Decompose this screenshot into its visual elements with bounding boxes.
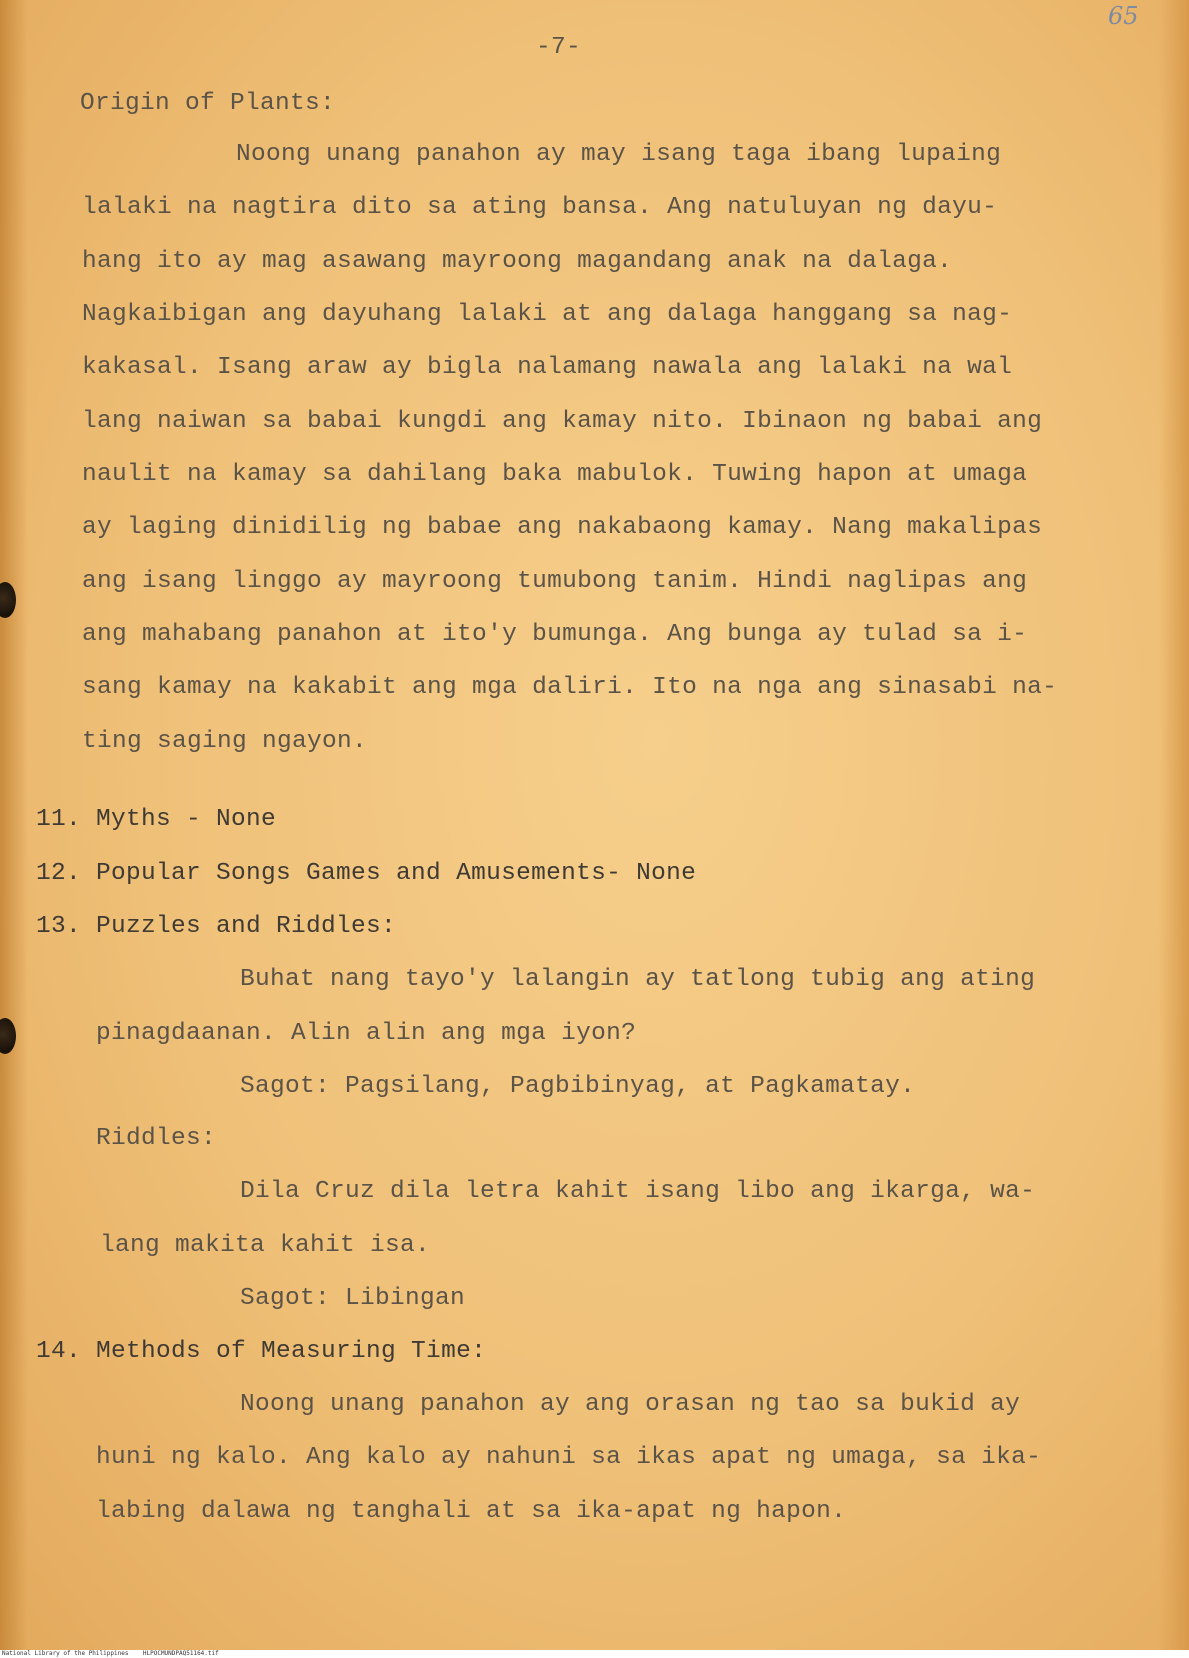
puzzle-line: pinagdaanan. Alin alin ang mga iyon? [96, 1020, 637, 1047]
origin-line: ang mahabang panahon at ito'y bumunga. Ang bunga ay tulad sa i- [82, 621, 1028, 648]
item-11-myths: 11. Myths - None [36, 806, 277, 833]
puzzle-line: Buhat nang tayo'y lalangin ay tatlong tubig ang ating [240, 966, 1036, 993]
riddles-heading: Riddles: [96, 1125, 217, 1152]
pencil-page-number: 65 [1108, 2, 1139, 30]
origin-line: lang naiwan sa babai kungdi ang kamay nito. Ibinaon ng babai ang [82, 408, 1043, 435]
origin-line: lalaki na nagtira dito sa ating bansa. Ang natuluyan ng dayu- [82, 194, 998, 221]
riddle-line: lang makita kahit isa. [100, 1232, 431, 1259]
time-line: Noong unang panahon ay ang orasan ng tao sa bukid ay [240, 1391, 1021, 1418]
origin-line: naulit na kamay sa dahilang baka mabulok. Tuwing hapon at umaga [82, 461, 1028, 488]
page-number: -7- [536, 34, 582, 61]
page-left-edge [0, 0, 28, 1650]
origin-line: hang ito ay mag asawang mayroong magandang anak na dalaga. [82, 248, 953, 275]
origin-line: ting saging ngayon. [82, 728, 368, 755]
time-line: huni ng kalo. Ang kalo ay nahuni sa ikas apat ng umaga, sa ika- [96, 1444, 1042, 1471]
origin-line: kakasal. Isang araw ay bigla nalamang nawala ang lalaki na wal [82, 354, 1013, 381]
item-13-puzzles: 13. Puzzles and Riddles: [36, 913, 397, 940]
page-right-edge [1159, 0, 1189, 1650]
scan-footer: National Library of the Philippines HLPOCMUNDPAQ51164.tif [2, 1650, 219, 1657]
origin-line: Nagkaibigan ang dayuhang lalaki at ang dalaga hanggang sa nag- [82, 301, 1013, 328]
origin-line: sang kamay na kakabit ang mga daliri. Ito na nga ang sinasabi na- [82, 674, 1058, 701]
origin-line: ay laging dinidilig ng babae ang nakabaong kamay. Nang makalipas [82, 514, 1043, 541]
item-12-songs-games: 12. Popular Songs Games and Amusements- None [36, 860, 697, 887]
riddle-answer: Sagot: Libingan [240, 1285, 466, 1312]
time-line: labing dalawa ng tanghali at sa ika-apat ng hapon. [96, 1498, 847, 1525]
puzzle-answer: Sagot: Pagsilang, Pagbibinyag, at Pagkamatay. [240, 1073, 916, 1100]
heading-origin-of-plants: Origin of Plants: [80, 90, 336, 117]
item-14-measuring-time: 14. Methods of Measuring Time: [36, 1338, 487, 1365]
riddle-line: Dila Cruz dila letra kahit isang libo ang ikarga, wa- [240, 1178, 1036, 1205]
origin-line: ang isang linggo ay mayroong tumubong tanim. Hindi naglipas ang [82, 568, 1028, 595]
origin-line: Noong unang panahon ay may isang taga ibang lupaing [236, 141, 1002, 168]
